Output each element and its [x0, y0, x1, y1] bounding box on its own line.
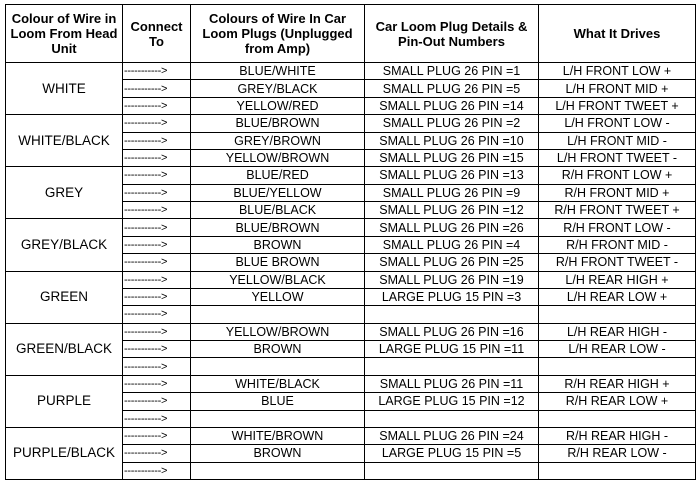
drives-cell: R/H FRONT LOW +	[539, 167, 696, 184]
wire-colour-cell: GREEN	[6, 271, 123, 323]
plug-colour-cell: YELLOW/BROWN	[191, 149, 365, 166]
header-plug-colour: Colours of Wire In Car Loom Plugs (Unplugged from Amp)	[191, 5, 365, 63]
drives-cell: R/H FRONT TWEET -	[539, 254, 696, 271]
drives-cell: R/H REAR HIGH -	[539, 427, 696, 444]
connect-arrow-cell: ----------->	[123, 184, 191, 201]
plug-colour-cell	[191, 410, 365, 427]
drives-cell: L/H FRONT MID +	[539, 80, 696, 97]
table-row	[6, 271, 696, 288]
drives-cell: L/H REAR HIGH +	[539, 271, 696, 288]
plug-details-cell: SMALL PLUG 26 PIN =9	[365, 184, 539, 201]
wire-colour-cell: GREY	[6, 167, 123, 219]
plug-details-cell: SMALL PLUG 26 PIN =26	[365, 219, 539, 236]
plug-details-cell: SMALL PLUG 26 PIN =25	[365, 254, 539, 271]
connect-arrow-cell: ----------->	[123, 410, 191, 427]
connect-arrow-cell: ----------->	[123, 63, 191, 80]
plug-colour-cell: BLUE/YELLOW	[191, 184, 365, 201]
header-connect: Connect To	[123, 5, 191, 63]
plug-details-cell: LARGE PLUG 15 PIN =12	[365, 393, 539, 410]
connect-arrow-cell: ----------->	[123, 132, 191, 149]
plug-colour-cell: BLUE	[191, 393, 365, 410]
plug-colour-cell: BROWN	[191, 341, 365, 358]
plug-details-cell: SMALL PLUG 26 PIN =1	[365, 63, 539, 80]
connect-arrow-cell: ----------->	[123, 219, 191, 236]
connect-arrow-cell: ----------->	[123, 167, 191, 184]
plug-colour-cell: BLUE/WHITE	[191, 63, 365, 80]
connect-arrow-cell: ----------->	[123, 462, 191, 479]
drives-cell: L/H REAR LOW +	[539, 288, 696, 305]
drives-cell: L/H FRONT TWEET +	[539, 97, 696, 114]
connect-arrow-cell: ----------->	[123, 358, 191, 375]
plug-details-cell	[365, 306, 539, 323]
connect-arrow-cell: ----------->	[123, 341, 191, 358]
plug-colour-cell: YELLOW/BROWN	[191, 323, 365, 340]
wiring-table	[5, 4, 696, 480]
plug-details-cell	[365, 462, 539, 479]
connect-arrow-cell: ----------->	[123, 306, 191, 323]
connect-arrow-cell: ----------->	[123, 271, 191, 288]
plug-colour-cell: WHITE/BROWN	[191, 427, 365, 444]
plug-details-cell: SMALL PLUG 26 PIN =15	[365, 149, 539, 166]
drives-cell: L/H FRONT TWEET -	[539, 149, 696, 166]
plug-details-cell: SMALL PLUG 26 PIN =13	[365, 167, 539, 184]
header-wire: Colour of Wire in Loom From Head Unit	[6, 5, 123, 63]
connect-arrow-cell: ----------->	[123, 236, 191, 253]
connect-arrow-cell: ----------->	[123, 288, 191, 305]
plug-details-cell: SMALL PLUG 26 PIN =19	[365, 271, 539, 288]
connect-arrow-cell: ----------->	[123, 427, 191, 444]
drives-cell: L/H FRONT LOW +	[539, 63, 696, 80]
plug-details-cell	[365, 358, 539, 375]
connect-arrow-cell: ----------->	[123, 445, 191, 462]
plug-colour-cell: YELLOW/BLACK	[191, 271, 365, 288]
plug-colour-cell: YELLOW/RED	[191, 97, 365, 114]
drives-cell: R/H FRONT TWEET +	[539, 202, 696, 219]
connect-arrow-cell: ----------->	[123, 115, 191, 132]
plug-details-cell: LARGE PLUG 15 PIN =5	[365, 445, 539, 462]
plug-colour-cell: BLUE BROWN	[191, 254, 365, 271]
plug-colour-cell: YELLOW	[191, 288, 365, 305]
table-row	[6, 115, 696, 132]
plug-colour-cell: WHITE/BLACK	[191, 375, 365, 392]
plug-details-cell: SMALL PLUG 26 PIN =14	[365, 97, 539, 114]
drives-cell	[539, 410, 696, 427]
plug-details-cell: SMALL PLUG 26 PIN =11	[365, 375, 539, 392]
plug-colour-cell	[191, 306, 365, 323]
plug-details-cell: SMALL PLUG 26 PIN =12	[365, 202, 539, 219]
drives-cell: R/H REAR LOW +	[539, 393, 696, 410]
table-body	[6, 63, 696, 480]
table-row	[6, 63, 696, 80]
table-row	[6, 167, 696, 184]
drives-cell	[539, 306, 696, 323]
plug-colour-cell: BROWN	[191, 236, 365, 253]
drives-cell: R/H FRONT MID -	[539, 236, 696, 253]
header-drives: What It Drives	[539, 5, 696, 63]
table-row	[6, 375, 696, 392]
plug-colour-cell: BLUE/RED	[191, 167, 365, 184]
drives-cell: R/H FRONT LOW -	[539, 219, 696, 236]
plug-colour-cell: BROWN	[191, 445, 365, 462]
connect-arrow-cell: ----------->	[123, 323, 191, 340]
drives-cell: R/H FRONT MID +	[539, 184, 696, 201]
drives-cell: R/H REAR HIGH +	[539, 375, 696, 392]
wire-colour-cell: GREY/BLACK	[6, 219, 123, 271]
wire-colour-cell: WHITE/BLACK	[6, 115, 123, 167]
wire-colour-cell: WHITE	[6, 63, 123, 115]
drives-cell: L/H REAR HIGH -	[539, 323, 696, 340]
connect-arrow-cell: ----------->	[123, 149, 191, 166]
plug-details-cell: SMALL PLUG 26 PIN =10	[365, 132, 539, 149]
header-row	[6, 5, 696, 63]
wire-colour-cell: PURPLE/BLACK	[6, 427, 123, 479]
drives-cell	[539, 358, 696, 375]
drives-cell	[539, 462, 696, 479]
connect-arrow-cell: ----------->	[123, 202, 191, 219]
drives-cell: R/H REAR LOW -	[539, 445, 696, 462]
connect-arrow-cell: ----------->	[123, 393, 191, 410]
plug-details-cell: SMALL PLUG 26 PIN =5	[365, 80, 539, 97]
plug-colour-cell: GREY/BLACK	[191, 80, 365, 97]
plug-details-cell: SMALL PLUG 26 PIN =2	[365, 115, 539, 132]
drives-cell: L/H FRONT LOW -	[539, 115, 696, 132]
plug-details-cell	[365, 410, 539, 427]
plug-colour-cell: BLUE/BROWN	[191, 115, 365, 132]
connect-arrow-cell: ----------->	[123, 375, 191, 392]
plug-colour-cell: GREY/BROWN	[191, 132, 365, 149]
connect-arrow-cell: ----------->	[123, 80, 191, 97]
table-row	[6, 427, 696, 444]
table-row	[6, 323, 696, 340]
header-plug-details: Car Loom Plug Details & Pin-Out Numbers	[365, 5, 539, 63]
plug-details-cell: SMALL PLUG 26 PIN =16	[365, 323, 539, 340]
plug-colour-cell: BLUE/BLACK	[191, 202, 365, 219]
plug-details-cell: LARGE PLUG 15 PIN =3	[365, 288, 539, 305]
drives-cell: L/H REAR LOW -	[539, 341, 696, 358]
wire-colour-cell: PURPLE	[6, 375, 123, 427]
connect-arrow-cell: ----------->	[123, 254, 191, 271]
drives-cell: L/H FRONT MID -	[539, 132, 696, 149]
plug-details-cell: SMALL PLUG 26 PIN =24	[365, 427, 539, 444]
plug-colour-cell	[191, 358, 365, 375]
connect-arrow-cell: ----------->	[123, 97, 191, 114]
table-row	[6, 219, 696, 236]
plug-details-cell: LARGE PLUG 15 PIN =11	[365, 341, 539, 358]
plug-details-cell: SMALL PLUG 26 PIN =4	[365, 236, 539, 253]
plug-colour-cell	[191, 462, 365, 479]
plug-colour-cell: BLUE/BROWN	[191, 219, 365, 236]
wire-colour-cell: GREEN/BLACK	[6, 323, 123, 375]
